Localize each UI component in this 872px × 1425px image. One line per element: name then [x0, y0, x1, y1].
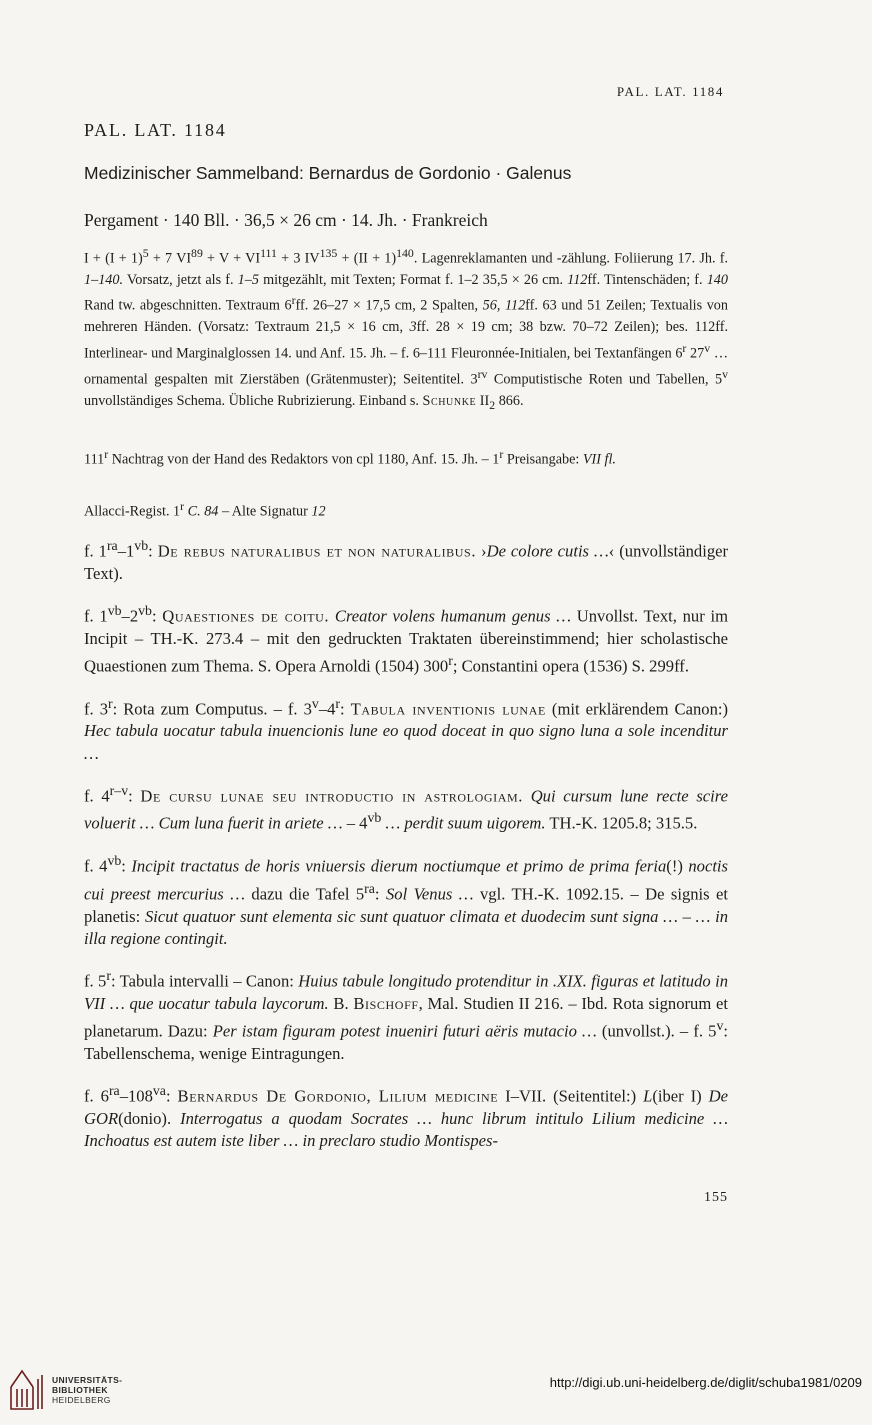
- later-additions: [84, 444, 728, 471]
- allacci-register: [84, 496, 728, 523]
- codicological-description: [84, 243, 728, 415]
- library-name-line-2: BIBLIOTHEK: [52, 1385, 108, 1395]
- contents-entries: [84, 535, 728, 1167]
- entry-tabula-inventionis-lunae: f. 3$^r$: Rota zum Computus. – f. 3$^v$–4$^r$: Tabula inventionis lunae (mit erklärendem Canon:) Hec tabula uocatur tabula inuencionis lune eo quod doceat in quo signo luna a sole incenditur …: [84, 695, 729, 763]
- additions-paragraph: 111$^r$ Nachtrag von der Hand des Redaktors von cpl 1180, Anf. 15. Jh. – 1$^r$ Preisangabe: VII fl.: [84, 447, 616, 468]
- running-head: PAL. LAT. 1184: [616, 84, 724, 99]
- collation-paragraph: $I + (I + 1)^5 + 7$ $VI^{89} + V + VI^{111} + 3$ $IV^{135} + (II + 1)^{140}$. Lagenreklamanten und -zählung. Foliierung 17. Jh. f. 1–140. Vorsatz, jetzt als f. 1–5 mitgezählt, mit Texten; Format f. 1–2 35,5 × 26 cm. 112ff. Tintenschäden; f. 140 Rand tw. abgeschnitten. Textraum 6$^r$ff. 26–27 × 17,5 cm, 2 Spalten, 56, 112ff. 63 und 51 Zeilen; Textualis von mehreren Händen. (Vorsatz: Textraum 21,5 × 16 cm, 3ff. 28 × 19 cm; 38 bzw. 70–72 Zeilen); bes. 112ff. Interlinear- und Marginalglossen 14. und Anf. 15. Jh. – f. 6–111 Fleuronnée-Initialen, bei Textanfängen 6$^r$ 27$^v$ … ornamental gespalten mit Zierstäben (Grätenmuster); Seitentitel. $3^{rv}$ Computistische Roten und Tabellen, 5$^v$ unvollständiges Schema. Übliche Rubrizierung. Einband s. Schunke $II_2$ 866.: [84, 246, 729, 412]
- entry-tractatus-de-horis: f. $4^{vb}$: Incipit tractatus de horis vniuersis dierum noctiumque et primo de prima feria(!) noctis cui preest mercurius … dazu die Tafel $5^{ra}$: Sol Venus … vgl. TH.-K. 1092.15. – De signis et planetis: Sicut quatuor sunt elementa sic sunt quatuor climata et duodecim sunt signa … – … in illa regione contingit.: [84, 853, 729, 948]
- manuscript-title: Medizinischer Sammelband: Bernardus de Gordonio · Galenus: [84, 163, 572, 183]
- library-name-line-1: UNIVERSITÄTS-: [52, 1375, 123, 1385]
- entry-de-rebus-naturalibus: f. $1^{ra}-1^{vb}$: De rebus naturalibus et non naturalibus. ›De colore cutis …‹ (unvollständiger Text).: [84, 538, 729, 583]
- university-library-logo-icon: [8, 1367, 46, 1418]
- entry-de-cursu-lunae: f. 4$^{r-v}$: De cursu lunae seu introductio in astrologiam. Qui cursum lune recte scire voluerit … Cum luna fuerit in ariete … – $4^{vb}$ … perdit suum uigorem. TH.-K. 1205.8; 315.5.: [84, 782, 728, 834]
- digitization-footer: [0, 1357, 872, 1425]
- register-paragraph: Allacci-Regist. 1$^r$ C. 84 – Alte Signatur 12: [84, 499, 326, 520]
- entry-quaestiones-de-coitu: f. $1^{vb}-2^{vb}$: Quaestiones de coitu. Creator volens humanum genus … Unvollst. Text, nur im Incipit – TH.-K. 273.4 – mit den gedruckten Traktaten übereinstimmend; hier scholastische Quaestionen zum Thema. S. Opera Arnoldi (1504) 300$^r$; Constantini opera (1536) S. 299ff.: [84, 602, 729, 676]
- library-name-line-3: HEIDELBERG: [52, 1395, 111, 1405]
- page-number: 155: [704, 1190, 728, 1205]
- entry-tabula-intervalli: f. 5$^r$: Tabula intervalli – Canon: Huius tabule longitudo protenditur in .XIX. figuras et latitudo in VII … que uocatur tabula laycorum. B. Bischoff, Mal. Studien II 216. – Ibd. Rota signorum et planetarum. Dazu: Per istam figuram potest inueniri futuri aëris mutacio … (unvollst.). – f. 5$^v$: Tabellenschema, wenige Eintragungen.: [84, 968, 728, 1063]
- entry-lilium-medicine: f. $6^{ra}-108^{va}$: Bernardus De Gordonio, Lilium medicine I–VII. (Seitentitel:) L(iber I) De GOR(donio). Interrogatus a quodam Socrates … hunc librum intitulo Lilium medicine … Inchoatus est autem iste liber … in preclaro studio Montispes-: [84, 1082, 728, 1150]
- library-name: [52, 1375, 122, 1405]
- shelfmark-heading: PAL. LAT. 1184: [84, 120, 227, 140]
- digital-copy-url[interactable]: http://digi.ub.uni-heidelberg.de/diglit/schuba1981/0209: [549, 1375, 862, 1390]
- physical-specs: Pergament · 140 Bll. · 36,5 × 26 cm · 14. Jh. · Frankreich: [84, 210, 488, 230]
